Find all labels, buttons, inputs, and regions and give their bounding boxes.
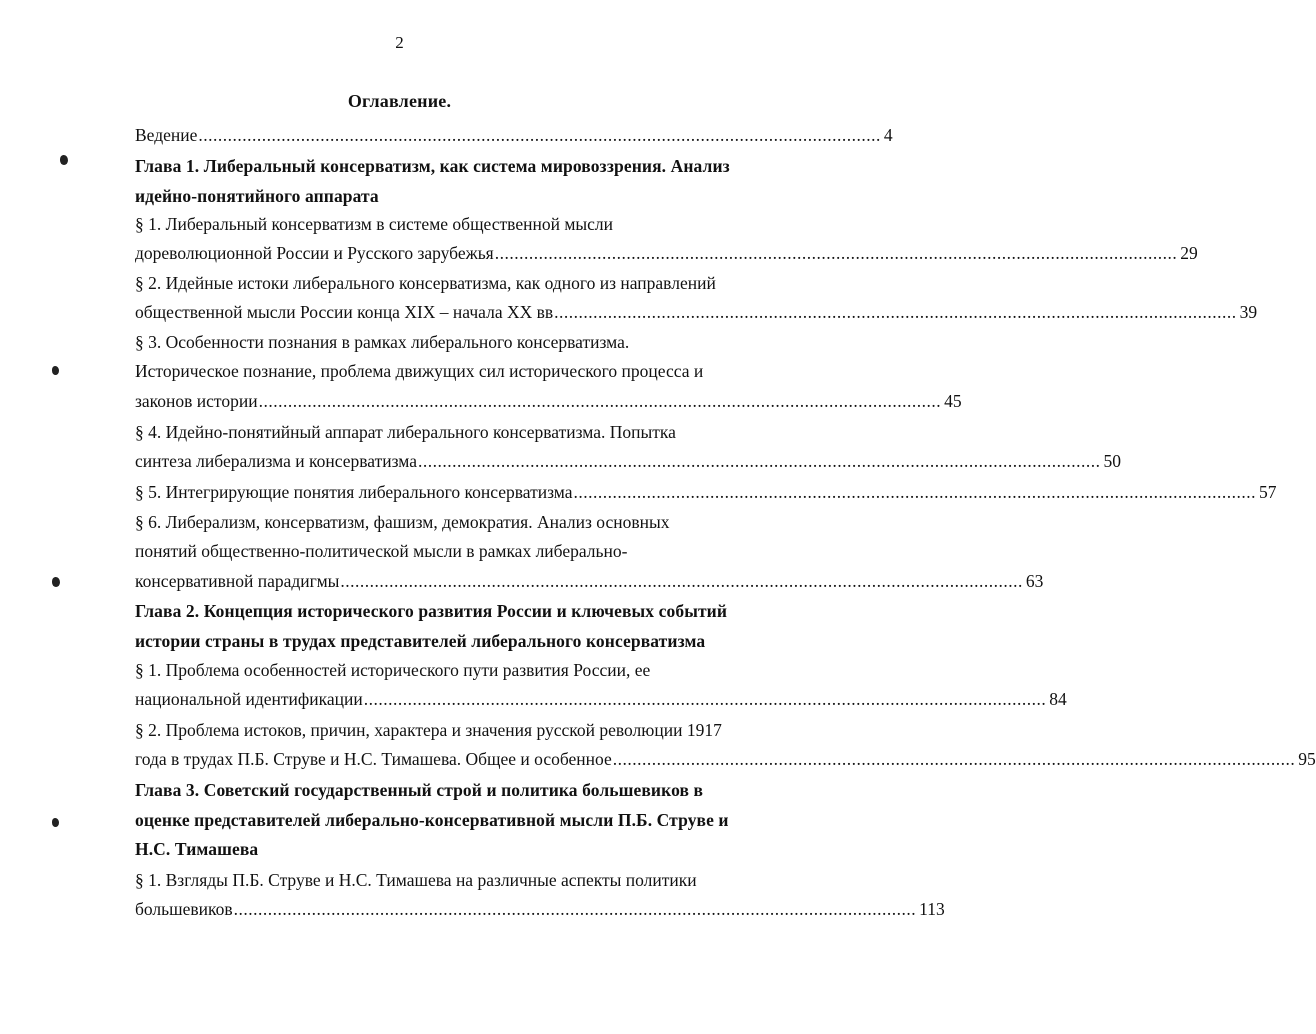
chapter-1-heading-line-1: Глава 1. Либеральный консерватизм, как система мировоззрения. Анализ: [135, 156, 730, 176]
dot-leader: ............................................................................................................................................: [554, 302, 1237, 322]
chapter-3-heading-line-2: оценке представителей либерально-консервативной мысли П.Б. Струве и: [135, 810, 729, 830]
section-1-3-line-3: [135, 390, 962, 412]
section-2-1-line-1: § 1. Проблема особенностей исторического пути развития России, ее: [135, 660, 651, 680]
toc-page-number: 84: [1049, 689, 1067, 709]
dot-leader: ............................................................................................................................................: [340, 571, 1023, 591]
dot-leader: ............................................................................................................................................: [573, 482, 1257, 502]
toc-page-number: 29: [1180, 243, 1198, 263]
section-2-1-line-2: [135, 688, 1067, 710]
section-1-6-line-3: [135, 570, 1044, 592]
toc-entry-label: года в трудах П.Б. Струве и Н.С. Тимашева. Общее и особенное: [135, 749, 612, 769]
toc-entry-label: синтеза либерализма и консерватизма: [135, 451, 417, 471]
chapter-2-heading-line-1: Глава 2. Концепция исторического развития России и ключевых событий: [135, 601, 728, 621]
toc-page-number: 50: [1103, 451, 1121, 471]
dot-leader: ............................................................................................................................................: [233, 899, 917, 919]
dot-leader: ............................................................................................................................................: [494, 243, 1178, 263]
toc-page-number: 39: [1239, 302, 1258, 322]
toc-entry-intro: [135, 124, 893, 146]
chapter-1-heading-line-2: идейно-понятийного аппарата: [135, 186, 379, 206]
dot-leader: ............................................................................................................................................: [258, 391, 942, 411]
chapter-2-heading-line-2: истории страны в трудах представителей либерального консерватизма: [135, 631, 706, 651]
toc-entry-label: дореволюционной России и Русского зарубежья: [135, 243, 494, 263]
dot-leader: ............................................................................................................................................: [612, 749, 1296, 769]
toc-entry-label: консервативной парадигмы: [135, 571, 340, 591]
section-1-1-line-2: [135, 242, 1198, 264]
chapter-3-heading-line-1: Глава 3. Советский государственный строй и политика большевиков в: [135, 780, 704, 800]
section-1-6-line-1: § 6. Либерализм, консерватизм, фашизм, демократия. Анализ основных: [135, 512, 670, 532]
toc-page-number: 95: [1298, 749, 1316, 769]
punch-hole-mark: [52, 818, 59, 827]
section-1-4-line-1: § 4. Идейно-понятийный аппарат либерального консерватизма. Попытка: [135, 422, 676, 442]
section-2-2-line-2: [135, 748, 1316, 770]
toc-page-number: 4: [883, 125, 893, 145]
dot-leader: ............................................................................................................................................: [417, 451, 1101, 471]
toc-title: Оглавление.: [347, 91, 452, 111]
section-3-1-line-1: § 1. Взгляды П.Б. Струве и Н.С. Тимашева на различные аспекты политики: [135, 870, 697, 890]
toc-entry-label: общественной мысли России конца XIX – начала XX вв: [135, 302, 554, 322]
section-1-3-line-1: § 3. Особенности познания в рамках либерального консерватизма.: [135, 332, 630, 352]
toc-entry-label: национальной идентификации: [135, 689, 363, 709]
page-number: 2: [395, 33, 404, 52]
toc-entry-label: законов истории: [135, 391, 258, 411]
section-2-2-line-1: § 2. Проблема истоков, причин, характера и значения русской революции 1917: [135, 720, 722, 740]
section-1-4-line-2: [135, 450, 1121, 472]
section-1-2-line-2: [135, 301, 1258, 323]
toc-page-number: 63: [1025, 571, 1044, 591]
section-1-3-line-2: Историческое познание, проблема движущих сил исторического процесса и: [135, 361, 704, 381]
toc-page-number: 57: [1259, 482, 1277, 502]
toc-page-number: 45: [944, 391, 962, 411]
section-1-1-line-1: § 1. Либеральный консерватизм в системе общественной мысли: [135, 214, 614, 234]
toc-entry-label: § 5. Интегрирующие понятия либерального консерватизма: [135, 482, 573, 502]
punch-hole-mark: [52, 577, 60, 587]
section-3-1-line-2: [135, 898, 945, 920]
toc-entry-label: большевиков: [135, 899, 233, 919]
toc-entry-label: Ведение: [135, 125, 198, 145]
section-1-6-line-2: понятий общественно-политической мысли в рамках либерально-: [135, 541, 628, 561]
punch-hole-mark: [60, 155, 68, 165]
chapter-3-heading-line-3: Н.С. Тимашева: [135, 839, 259, 859]
section-1-2-line-1: § 2. Идейные истоки либерального консерватизма, как одного из направлений: [135, 273, 716, 293]
dot-leader: ............................................................................................................................................: [363, 689, 1047, 709]
section-1-5-line-1: [135, 481, 1277, 503]
dot-leader: ............................................................................................................................................: [198, 125, 881, 145]
toc-page-number: 113: [919, 899, 945, 919]
punch-hole-mark: [52, 366, 59, 375]
